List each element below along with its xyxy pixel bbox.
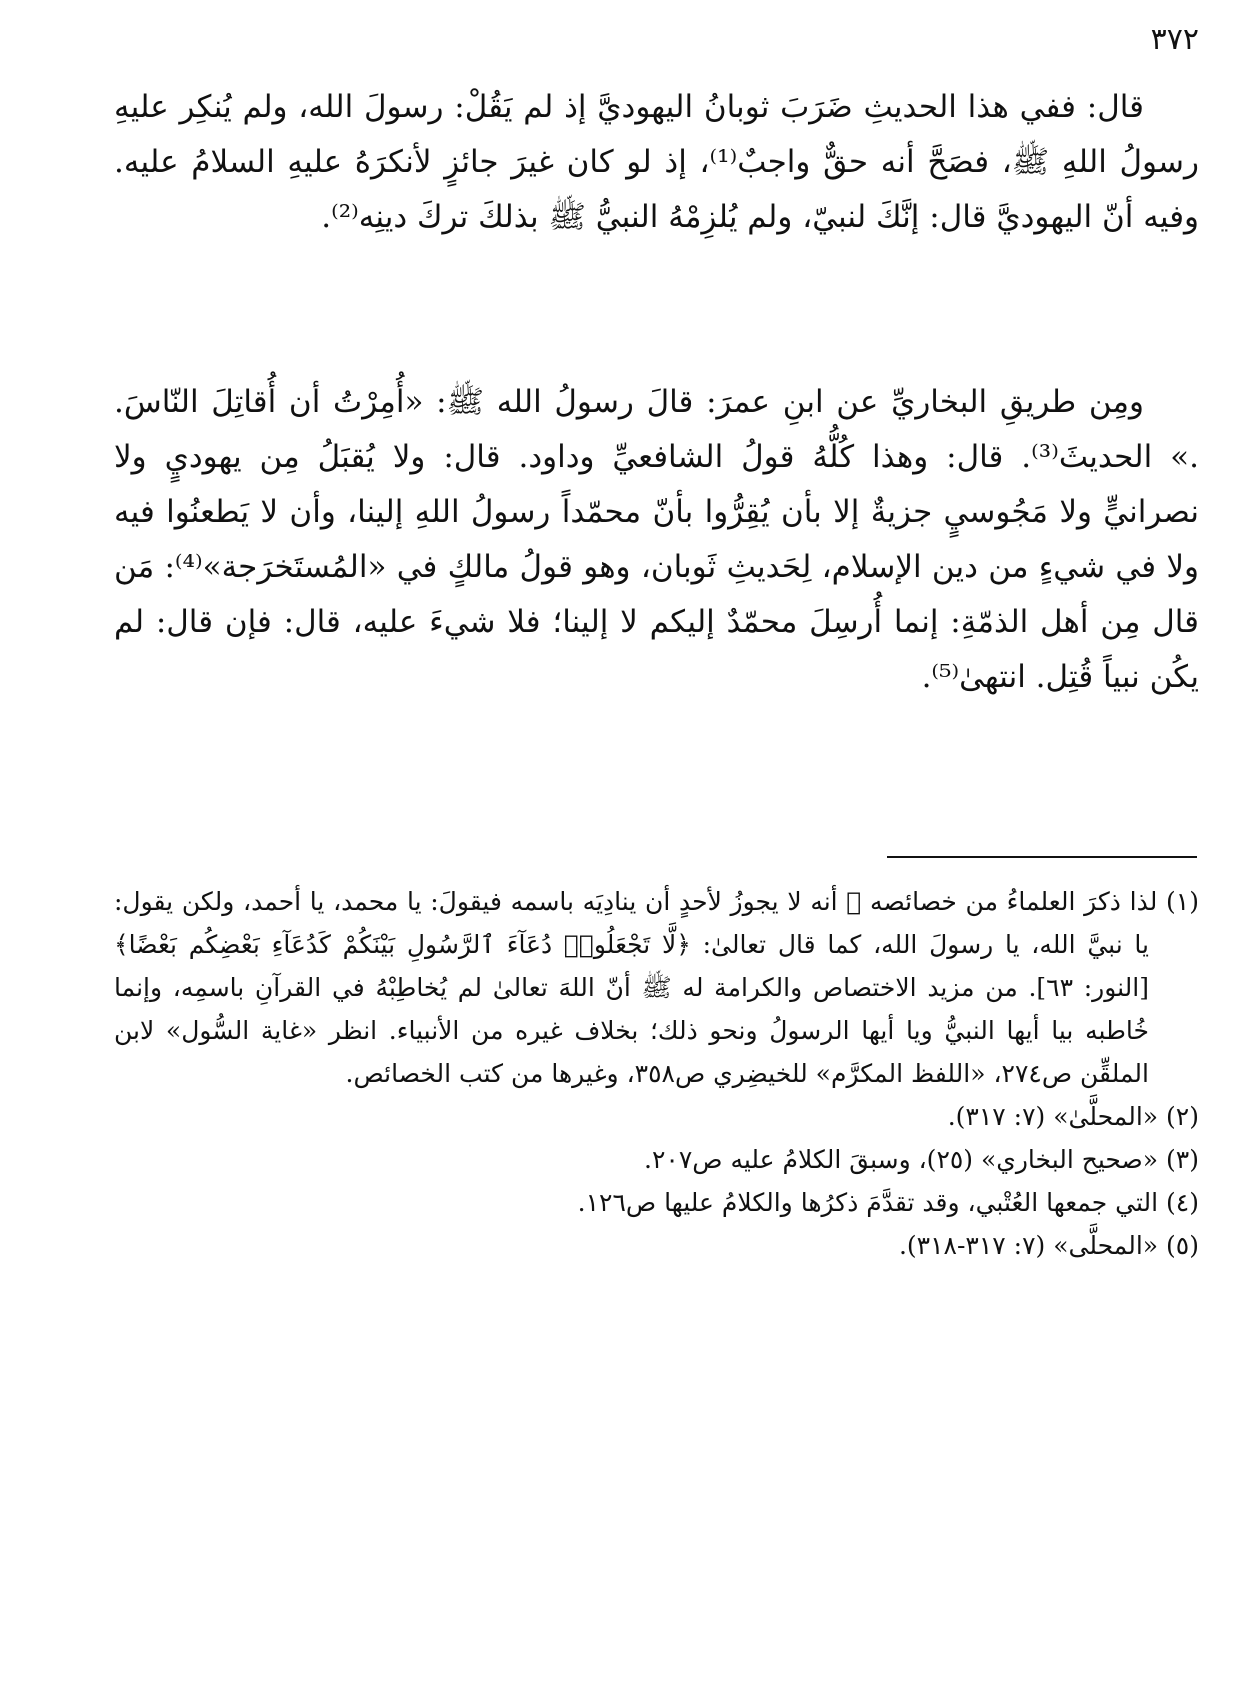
- footnote-3: (٣) «صحيح البخاري» (٢٥)، وسبقَ الكلامُ عليه ص٢٠٧.: [644, 1145, 1199, 1174]
- body-paragraph-1-block: [114, 80, 1199, 245]
- body-paragraph: قال: ففي هذا الحديثِ ضَرَبَ ثوبانُ اليهوديَّ إذ لم يَقُلْ: رسولَ الله، ولم يُنكِر عليهِ رسولُ اللهِ ﷺ، فصَحَّ أنه حقٌّ واجبٌ⁽¹⁾، إذ لو كان غيرَ جائزٍ لأنكرَهُ عليهِ السلامُ عليه. وفيه أنّ اليهوديَّ قال: إنَّكَ لنبيّ، ولم يُلزِمْهُ النبيُّ ﷺ بذلكَ تركَ دينِه⁽²⁾.: [114, 89, 1199, 235]
- footnote-5: (٥) «المحلَّى» (٧: ٣١٧-٣١٨).: [898, 1231, 1199, 1260]
- footnote-4: (٤) التي جمعها العُتْبي، وقد تقدَّمَ ذكرُها والكلامُ عليها ص١٢٦.: [577, 1188, 1199, 1217]
- footnote-divider: [887, 856, 1197, 858]
- body-paragraph: ومِن طريقِ البخاريِّ عن ابنِ عمرَ: قالَ رسولُ الله ﷺ: «أُمِرْتُ أن أُقاتِلَ النّاسَ. .» الحديثَ⁽³⁾. قال: وهذا كُلُّهُ قولُ الشافعيِّ وداود. قال: ولا يُقبَلُ مِن يهوديٍ ولا نصرانيٍّ ولا مَجُوسيٍ جزيةٌ إلا بأن يُقِرُّوا بأنّ محمّداً رسولُ اللهِ إلينا، وأن لا يَطعنُوا فيه ولا في شيءٍ من دين الإسلام، لِحَديثِ ثَوبان، وهو قولُ مالكٍ في «المُستَخرَجة»⁽⁴⁾: مَن قال مِن أهل الذمّةِ: إنما أُرسِلَ محمّدٌ إليكم لا إلينا؛ فلا شيءَ عليه، قال: فإن قال: لم يكُن نبياً قُتِل. انتهىٰ⁽⁵⁾.: [114, 384, 1199, 695]
- footnote-1: (١) لذا ذكرَ العلماءُ من خصائصه ﷺ أنه لا يجوزُ لأحدٍ أن ينادِيَه باسمه فيقولَ: يا محمد، يا أحمد، ولكن يقول: يا نبيَّ الله، يا رسولَ الله، كما قال تعالىٰ: ﴿لَّا تَجْعَلُوا۟ دُعَآءَ ٱلرَّسُولِ بَيْنَكُمْ كَدُعَآءِ بَعْضِكُم بَعْضًا﴾ [النور: ٦٣]. من مزيد الاختصاص والكرامة له ﷺ أنّ اللهَ تعالىٰ لم يُخاطِبْهُ في القرآنِ باسمِه، وإنما خُاطبه بيا أيها النبيُّ ويا أيها الرسولُ ونحو ذلك؛ بخلاف غيره من الأنبياء. انظر «غاية السُّول» لابن الملقِّن ص٢٧٤، «اللفظ المكرَّم» للخيضِري ص٣٥٨، وغيرها من كتب الخصائص.: [114, 887, 1199, 1088]
- footnote-2: (٢) «المحلَّىٰ» (٧: ٣١٧).: [947, 1102, 1199, 1131]
- footnote-list: [114, 880, 1199, 1267]
- footnotes-section: [114, 880, 1199, 1267]
- body-paragraph-2-block: [114, 375, 1199, 705]
- page-number: ٣٧٢: [1150, 22, 1199, 57]
